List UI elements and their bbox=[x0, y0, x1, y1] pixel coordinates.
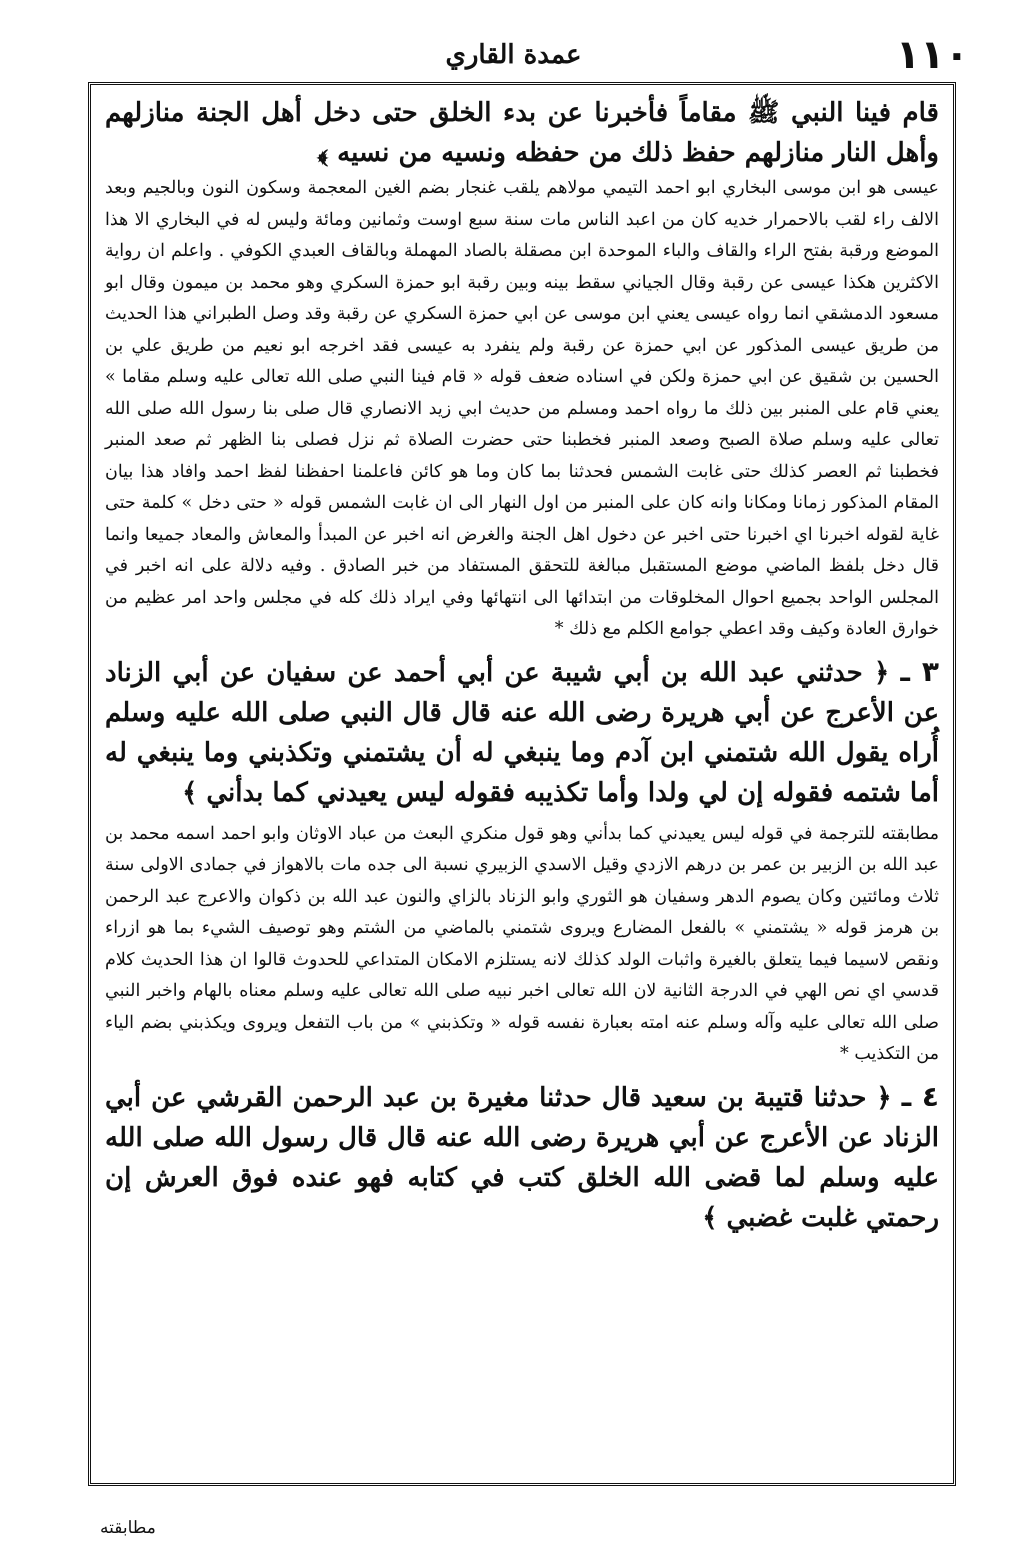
commentary-body: مطابقته للترجمة في قوله ليس يعيدني كما بدأني وهو قول منكري البعث من عباد الاوثان وابو احمد اسمه محمد بن عبد الله بن الزبير بن عمر بن درهم الازدي وقيل الاسدي الزبيري نسبة الى جده مات بالاهواز في جمادى الاولى سنة ثلاث ومائتين وكان يصوم الدهر وسفيان هو الثوري وابو الزناد بالزاي والنون عبد الله بن ذكوان والاعرج عبد الرحمن بن هرمز قوله « يشتمني » بالفعل المضارع ويروى شتمني بالماضي من الشتم وهو توصيف الشيء بما هو ازراء ونقص لاسيما فيما يتعلق بالغيرة واثبات الولد كذلك لانه يستلزم الامكان المتداعي للحدوث قالوا ان هذا الحديث كلام قدسي اي نص الهي في الدرجة الثانية لان الله تعالى اخبر نبيه صلى الله تعالى عليه وسلم معناه بالهام واخبر النبي صلى الله تعالى عليه وآله وسلم عنه امته بعبارة نفسه قوله « وتكذبني » من باب التفعل ويروى ويكذبني بضم الياء من التكذيب * bbox=[105, 823, 939, 1064]
page-header bbox=[0, 22, 1027, 82]
catchword: مطابقته bbox=[100, 1518, 156, 1538]
hadith-text bbox=[105, 93, 939, 173]
commentary-text bbox=[105, 173, 939, 646]
hadith-number: ٣ ـ bbox=[900, 654, 939, 688]
hadith-body: ﴿ حدثنا قتيبة بن سعيد قال حدثنا مغيرة بن عبد الرحمن القرشي عن أبي الزناد عن الأعرج عن أبي هريرة رضى الله عنه قال قال رسول الله صلى الله عليه وسلم لما قضى الله الخلق كتب في كتابه فهو عنده فوق العرش إن رحمتي غلبت غضبي ﴾ bbox=[105, 1082, 939, 1233]
hadith-body: ﴿ حدثني عبد الله بن أبي شيبة عن أبي أحمد عن سفيان عن أبي الزناد عن الأعرج عن أبي هريرة رضى الله عنه قال قال النبي صلى الله عليه وسلم أُراه يقول الله شتمني ابن آدم وما ينبغي له أن يشتمني وتكذبني وما ينبغي له أما شتمه فقوله إن لي ولدا وأما تكذيبه فقوله ليس يعيدني كما بدأني ﴾ bbox=[105, 657, 939, 808]
hadith-number: ٤ ـ bbox=[901, 1079, 939, 1113]
hadith-body: قام فينا النبي ﷺ مقاماً فأخبرنا عن بدء الخلق حتى دخل أهل الجنة منازلهم وأهل النار منازلهم حفظ ذلك من حفظه ونسيه من نسيه ﴾ bbox=[105, 98, 939, 168]
commentary-body: عيسى هو ابن موسى البخاري ابو احمد التيمي مولاهم يلقب غنجار بضم الغين المعجمة وسكون النون وبالجيم وبعد الالف راء لقب بالاحمرار خديه كان من اعبد الناس مات سنة سبع اوست وثمانين ومائة وليس له في البخاري الا هذا الموضع ورقبة بفتح الراء والقاف والباء الموحدة ابن مصقلة بالصاد المهملة وبالقاف العبدي الكوفي . واعلم ان رواية الاكثرين هكذا عيسى عن رقبة وقال الجياني سقط بينه وبين رقبة ابو حمزة السكري وهو محمد بن ميمون وقال ابو مسعود الدمشقي انما رواه عيسى يعني ابن موسى عن ابي حمزة السكري عن رقبة وقد وصل الطبراني هذا الحديث من طريق عيسى المذكور عن ابي حمزة عن رقبة ولم ينفرد به عيسى فقد اخرجه ابو نعيم من طريق علي بن الحسين بن شقيق عن ابي حمزة ولكن في اسناده ضعف قوله « قام فينا النبي صلى الله تعالى عليه وسلم مقاما » يعني قام على المنبر بين ذلك ما رواه احمد ومسلم من حديث ابي زيد الانصاري قال صلى بنا رسول الله صلى الله تعالى عليه وسلم صلاة الصبح وصعد المنبر فخطبنا حتى حضرت الصلاة ثم نزل فصلى بنا الظهر ثم صعد المنبر فخطبنا ثم العصر كذلك حتى غابت الشمس فحدثنا بما كان وما هو كائن فاعلمنا احفظنا لفظ احمد وافاد هذا بيان المقام المذكور زمانا ومكانا وانه كان على المنبر من اول النهار الى ان غابت الشمس قوله « حتى دخل » كلمة حتى غاية لقوله اخبرنا اي اخبرنا حتى اخبر عن دخول اهل الجنة والغرض انه اخبر عن المبدأ والمعاش والمعاد جميعا وانما قال دخل بلفظ الماضي موضع المستقبل مبالغة للتحقق المستفاد من خبر الصادق . وفيه دلالة على انه اخبر في المجلس الواحد بجميع احوال المخلوقات من ابتدائها الى انتهائها وفي ايراد ذلك كله في مجلس واحد امر عظيم من خوارق العادة وكيف وقد اعطي جوامع الكلم مع ذلك * bbox=[105, 178, 939, 639]
hadith-text bbox=[105, 1077, 939, 1238]
page-number: ١١٠ bbox=[895, 32, 969, 78]
running-title: عمدة القاري bbox=[445, 40, 582, 70]
hadith-text bbox=[105, 652, 939, 813]
commentary-text bbox=[105, 819, 939, 1071]
text-frame bbox=[88, 82, 956, 1486]
